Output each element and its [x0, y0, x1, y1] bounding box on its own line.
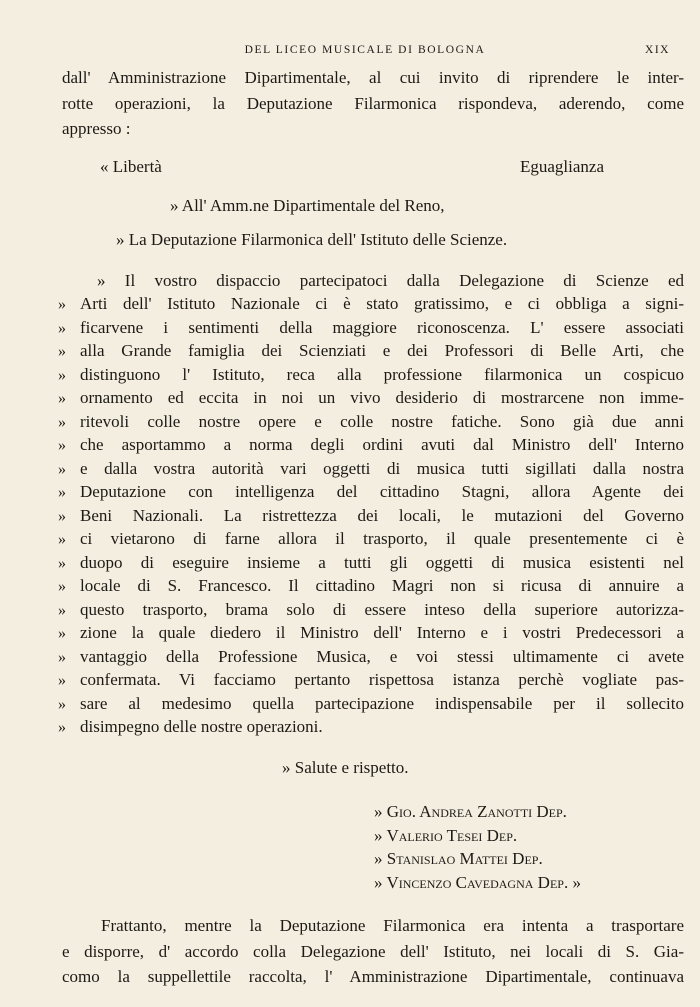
motto-right: Eguaglianza — [520, 157, 605, 176]
quote-mark: » — [58, 578, 66, 595]
quote-mark: » — [58, 320, 66, 337]
letter-line: alla Grande famiglia dei Scienziati e dei Professori di Belle Arti, che — [80, 341, 684, 360]
quote-mark: » — [58, 625, 66, 642]
letter-line: Arti dell' Istituto Nazionale ci è stato gratissimo, e ci obbliga a signi- — [80, 294, 684, 313]
address-line: » All' Amm.ne Dipartimentale del Reno, — [170, 196, 445, 215]
letter-line: questo trasporto, brama solo di essere inteso della superiore autorizza- — [80, 600, 684, 619]
letter-line: Beni Nazionali. La ristrettezza dei locali, le mutazioni del Governo — [80, 506, 684, 525]
letter-line: ficarvene i sentimenti della maggiore riconoscenza. L' essere associati — [80, 318, 684, 337]
running-title: DEL LICEO MUSICALE DI BOLOGNA — [244, 44, 486, 56]
running-header — [60, 44, 670, 64]
letter-line: ritevoli colle nostre opere e colle nostre fatiche. Sono già due anni — [80, 412, 684, 431]
letter-line: che asportammo a norma degli ordini avuti dal Ministro dell' Interno — [80, 435, 684, 454]
intro-line: dall' Amministrazione Dipartimentale, al cui invito di riprendere le inter- — [62, 68, 684, 87]
page-number: XIX — [645, 44, 670, 56]
letter-line: duopo di eseguire insieme a tutti gli oggetti di musica esistenti nel — [80, 553, 684, 572]
quote-mark: » — [58, 555, 66, 572]
quote-mark: » — [58, 437, 66, 454]
quote-mark: » — [58, 390, 66, 407]
signature: » Stanislao Mattei Dep. — [374, 849, 543, 868]
letter-line: ornamento ed eccita in noi un vivo desiderio di mostrarcene non imme- — [80, 388, 684, 407]
intro-line: appresso : — [62, 119, 131, 138]
signature: » Vincenzo Cavedagna Dep. » — [374, 873, 581, 892]
signature: » Gio. Andrea Zanotti Dep. — [374, 802, 567, 821]
paragraph-line: Frattanto, mentre la Deputazione Filarmonica era intenta a trasportare — [101, 916, 684, 935]
letter-line: » Il vostro dispaccio partecipatoci dalla Delegazione di Scienze ed — [97, 271, 684, 290]
closing-line: » Salute e rispetto. — [282, 758, 409, 777]
paragraph-line: como la suppellettile raccolta, l' Amministrazione Dipartimentale, continuava — [62, 967, 684, 986]
intro-line: rotte operazioni, la Deputazione Filarmonica rispondeva, aderendo, come — [62, 94, 684, 113]
quote-mark: » — [58, 461, 66, 478]
letter-line: zione la quale diedero il Ministro dell' Interno e i vostri Predecessori a — [80, 623, 684, 642]
quote-mark: » — [58, 531, 66, 548]
quote-mark: » — [58, 484, 66, 501]
paragraph-line: e disporre, d' accordo colla Delegazione dell' Istituto, nei locali di S. Gia- — [62, 942, 684, 961]
quote-mark: » — [58, 672, 66, 689]
letter-line: sare al medesimo quella partecipazione indispensabile per il sollecito — [80, 694, 684, 713]
signature: » Valerio Tesei Dep. — [374, 826, 518, 845]
letter-line: vantaggio della Professione Musica, e voi stessi ultimamente ci avete — [80, 647, 684, 666]
letter-line: Deputazione con intelligenza del cittadino Stagni, allora Agente dei — [80, 482, 684, 501]
quote-mark: » — [58, 508, 66, 525]
letter-line: locale di S. Francesco. Il cittadino Magri non si ricusa di annuire a — [80, 576, 684, 595]
motto-left: « Libertà — [100, 157, 162, 176]
letter-line: ci vietarono di farne allora il trasporto, il quale presentemente ci è — [80, 529, 684, 548]
letter-line: confermata. Vi facciamo pertanto rispettosa istanza perchè vogliate pas- — [80, 670, 684, 689]
quote-mark: » — [58, 343, 66, 360]
letter-line: disimpegno delle nostre operazioni. — [80, 717, 323, 736]
quote-mark: » — [58, 602, 66, 619]
quote-mark: » — [58, 414, 66, 431]
quote-mark: » — [58, 719, 66, 736]
quote-mark: » — [58, 649, 66, 666]
address-line: » La Deputazione Filarmonica dell' Istituto delle Scienze. — [116, 230, 508, 249]
letter-line: e dalla vostra autorità vari oggetti di musica tutti sigillati dalla nostra — [80, 459, 684, 478]
quote-mark: » — [58, 696, 66, 713]
quote-mark: » — [58, 296, 66, 313]
letter-line: distinguono l' Istituto, reca alla professione filarmonica un cospicuo — [80, 365, 684, 384]
quote-mark: » — [58, 367, 66, 384]
